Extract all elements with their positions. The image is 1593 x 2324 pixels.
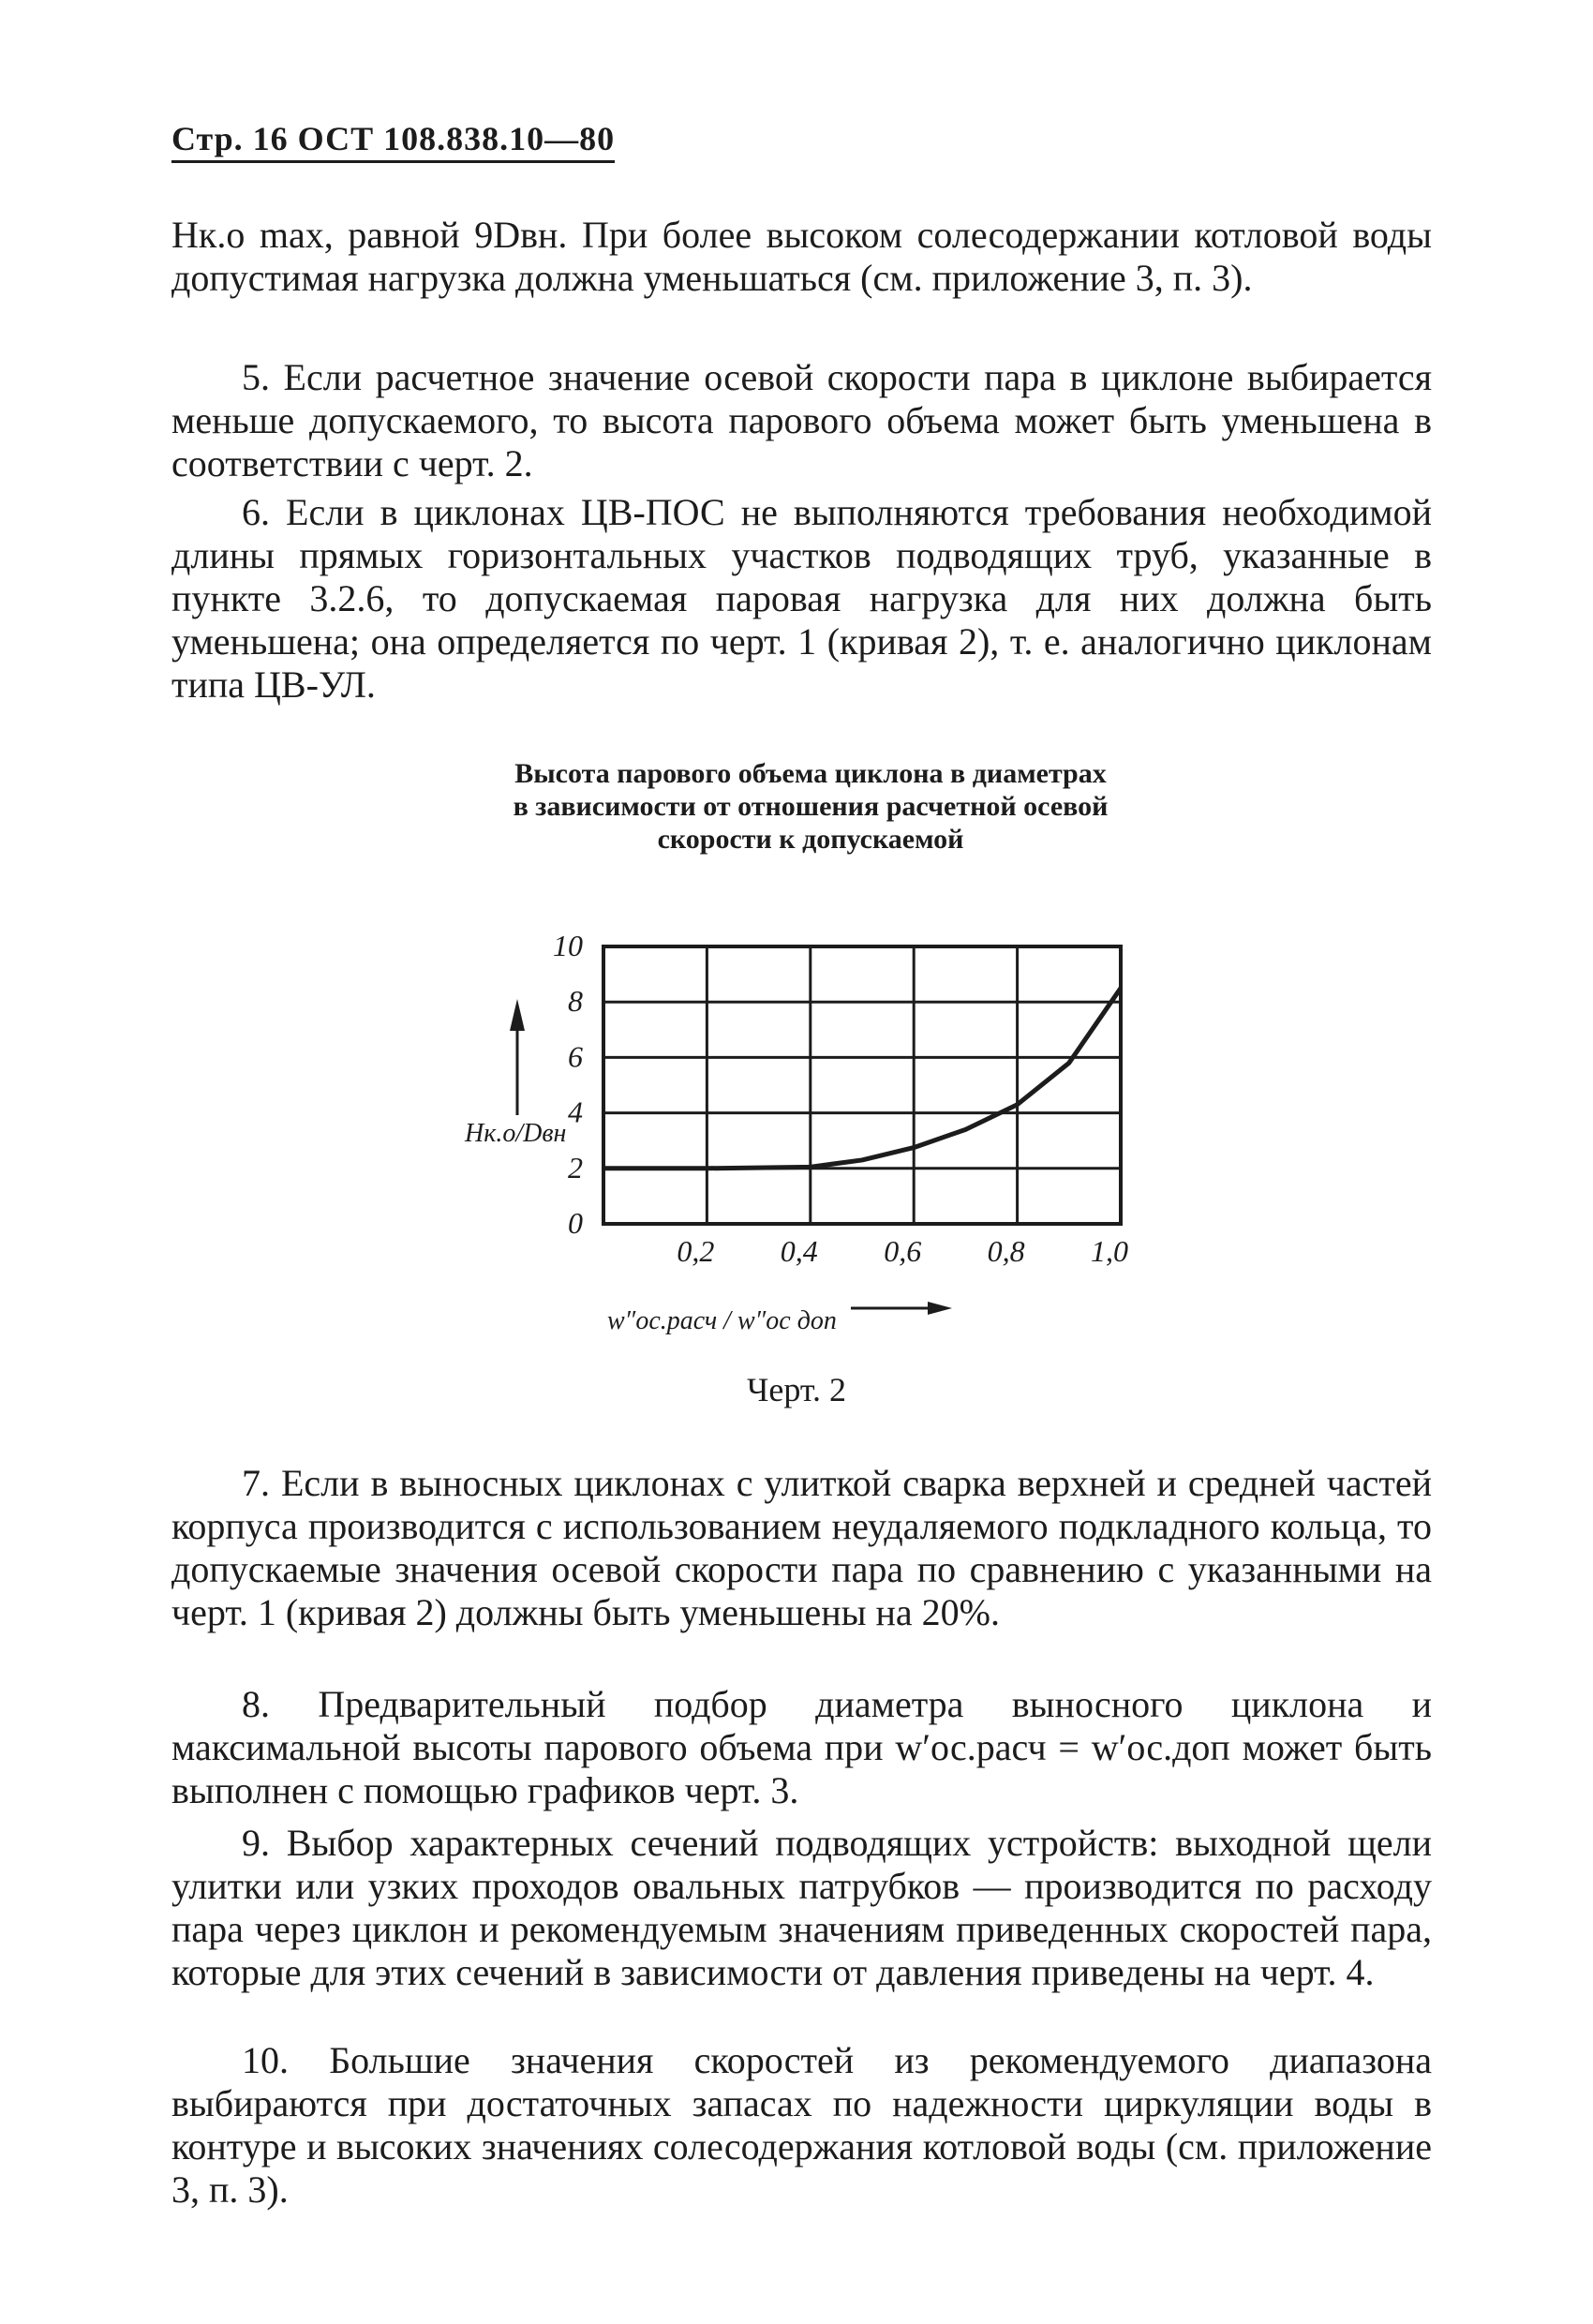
- y-tick-label: 2: [568, 1150, 583, 1184]
- y-tick-label: 10: [553, 929, 583, 962]
- y-tick-label: 8: [568, 984, 583, 1019]
- paragraph-10-text: Большие значения скоростей из рекомендуемого диапазона выбираются при достаточных запасах по надежности циркуляции воды в контуре и высоких значениях солесодержания котловой воды (см. приложение 3, п. 3).: [171, 2039, 1433, 2211]
- y-tick-label: 4: [568, 1095, 583, 1129]
- paragraph-9: [171, 1822, 1432, 1994]
- y-tick-label: 0: [568, 1206, 583, 1240]
- x-tick-label: 1,0: [1091, 1234, 1128, 1268]
- paragraph-5-number: 5.: [242, 356, 270, 398]
- paragraph-8-text: Предварительный подбор диаметра выносного циклона и максимальной высоты парового объема при w′ос.расч = w′ос.доп может быть выполнен с помощью графиков черт. 3.: [171, 1683, 1433, 1811]
- x-tick-label: 0,2: [677, 1234, 715, 1268]
- paragraph-10: [171, 2039, 1432, 2212]
- paragraph-7-text: Если в выносных циклонах с улиткой сварка верхней и средней частей корпуса производится с использованием неудаляемого подкладного кольца, то допускаемые значения осевой скорости пара по сравнению с указанными на черт. 1 (кривая 2) должны быть уменьшены на 20%.: [171, 1462, 1433, 1633]
- page-header: Стр. 16 ОСТ 108.838.10—80: [171, 120, 615, 163]
- y-axis-label: Hк.о/Dвн: [465, 1119, 567, 1148]
- x-axis-label: w″ос.расч / w″ос доп: [607, 1306, 837, 1335]
- paragraph-6: [171, 491, 1432, 707]
- x-axis-arrowhead: [928, 1302, 952, 1315]
- paragraph-9-number: 9.: [242, 1822, 270, 1864]
- paragraph-6-number: 6.: [242, 491, 270, 533]
- paragraph-9-text: Выбор характерных сечений подводящих устройств: выходной щели улитки или узких проходов овальных патрубков — производится по расходу пара через циклон и рекомендуемым значениям приведенных скоростей пара, которые для этих сечений в зависимости от давления приведены на черт. 4.: [171, 1822, 1432, 1993]
- paragraph-5-text: Если расчетное значение осевой скорости пара в циклоне выбирается меньше допускаемого, то высота парового объема может быть уменьшена в соответствии с черт. 2.: [171, 356, 1433, 484]
- paragraph-7-number: 7.: [242, 1462, 270, 1504]
- paragraph-5: [171, 356, 1432, 485]
- plot-frame: [603, 946, 1121, 1224]
- y-tick-label: 6: [568, 1039, 583, 1074]
- paragraph-10-number: 10.: [242, 2039, 289, 2081]
- paragraph-8-number: 8.: [242, 1683, 270, 1725]
- data-series-line: [603, 988, 1121, 1168]
- x-tick-label: 0,6: [884, 1234, 922, 1268]
- y-axis-arrowhead: [510, 999, 525, 1031]
- paragraph-intro: Нк.о max, равной 9Dвн. При более высоком солесодержании котловой воды допустимая нагрузка должна уменьшаться (см. приложение 3, п. 3).: [171, 214, 1432, 299]
- x-tick-label: 0,4: [780, 1234, 818, 1268]
- paragraph-8: [171, 1683, 1432, 1812]
- paragraph-7: [171, 1462, 1432, 1634]
- chart-title: Высота парового объема циклона в диаметрах в зависимости от отношения расчетной осевой скорости к допускаемой: [513, 758, 1109, 855]
- x-tick-label: 0,8: [987, 1234, 1025, 1268]
- paragraph-6-text: Если в циклонах ЦВ-ПОС не выполняются требования необходимой длины прямых горизонтальных участков подводящих труб, указанные в пункте 3.2.6, то допускаемая паровая нагрузка для них должна быть уменьшена; она определяется по черт. 1 (кривая 2), т. е. аналогично циклонам типа ЦВ-УЛ.: [171, 491, 1432, 706]
- figure-caption: Черт. 2: [747, 1371, 846, 1408]
